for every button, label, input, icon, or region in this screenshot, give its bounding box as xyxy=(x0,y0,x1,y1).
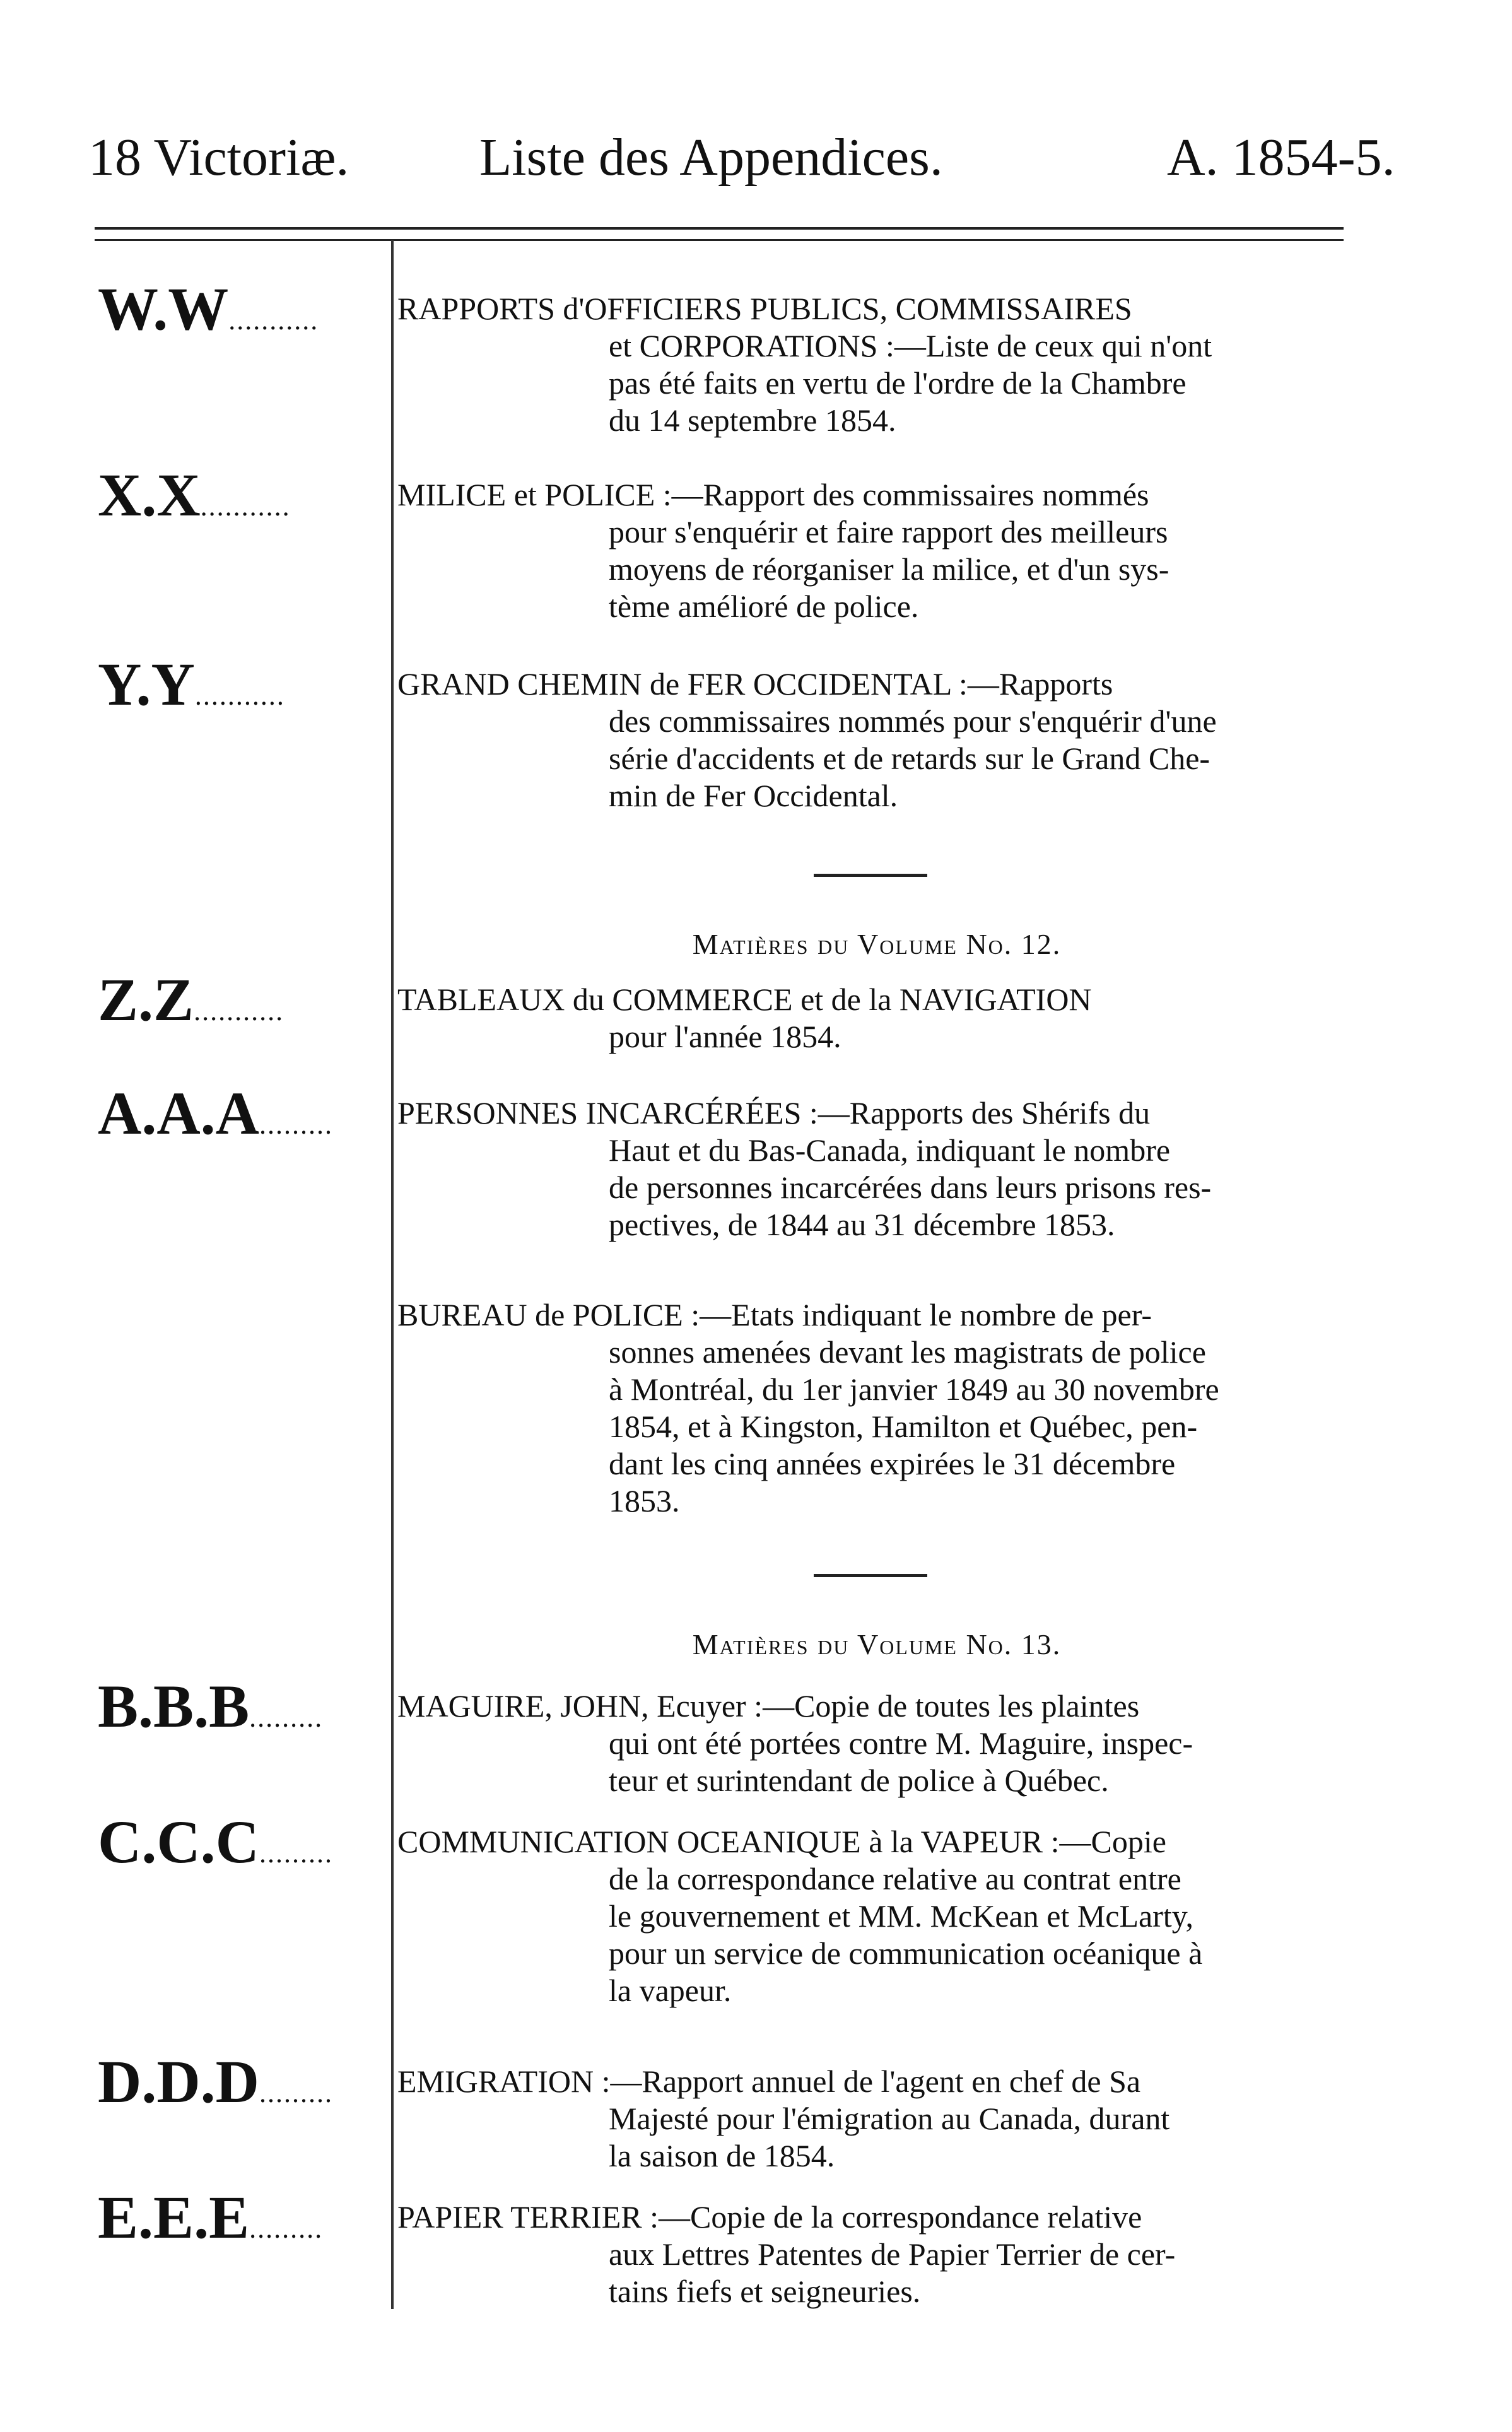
appendix-code: C.C.C......... xyxy=(98,1811,333,1876)
description-line: pour l'année 1854. xyxy=(609,1019,841,1054)
description-line: tème amélioré de police. xyxy=(609,589,919,624)
description-line: Haut et du Bas-Canada, indiquant le nombre xyxy=(609,1132,1171,1168)
description-line: TABLEAUX du COMMERCE et de la NAVIGATION xyxy=(397,982,1092,1017)
appendix-code: Z.Z........... xyxy=(98,968,284,1033)
appendix-description xyxy=(397,476,1356,625)
appendix-description xyxy=(397,981,1356,1055)
appendix-description xyxy=(397,290,1356,439)
description-line: PAPIER TERRIER :—Copie de la correspondance relative xyxy=(397,2199,1142,2235)
description-line: la vapeur. xyxy=(609,1973,732,2008)
description-line: le gouvernement et MM. McKean et McLarty, xyxy=(609,1898,1194,1934)
description-line: min de Fer Occidental. xyxy=(609,778,898,813)
description-line: pour s'enquérir et faire rapport des meilleurs xyxy=(609,514,1168,549)
appendix-code: A.A.A......... xyxy=(98,1082,333,1147)
section-separator xyxy=(814,874,927,877)
description-line: 1854, et à Kingston, Hamilton et Québec, pen- xyxy=(609,1409,1198,1444)
description-line: PERSONNES INCARCÉRÉES :—Rapports des Shérifs du xyxy=(397,1095,1151,1131)
description-line: teur et surintendant de police à Québec. xyxy=(609,1763,1109,1798)
description-line: COMMUNICATION OCEANIQUE à la VAPEUR :—Copie xyxy=(397,1824,1166,1859)
description-line: la saison de 1854. xyxy=(609,2138,835,2173)
description-line: qui ont été portées contre M. Maguire, inspec- xyxy=(609,1725,1193,1761)
appendix-code: D.D.D......... xyxy=(98,2050,333,2115)
appendix-description xyxy=(397,2063,1356,2175)
header-regnal-year: 18 Victoriæ. xyxy=(88,128,349,187)
appendix-code: Y.Y........... xyxy=(98,653,285,718)
header-title: Liste des Appendices. xyxy=(479,128,943,187)
description-line: aux Lettres Patentes de Papier Terrier de cer- xyxy=(609,2236,1176,2272)
description-line: série d'accidents et de retards sur le Grand Che- xyxy=(609,741,1210,776)
page-header xyxy=(88,120,1395,196)
appendix-description xyxy=(397,1296,1356,1520)
column-divider xyxy=(391,240,394,2309)
description-line: Majesté pour l'émigration au Canada, durant xyxy=(609,2101,1170,2136)
description-line: à Montréal, du 1er janvier 1849 au 30 novembre xyxy=(609,1372,1219,1407)
section-separator xyxy=(814,1574,927,1577)
section-heading-vol13: Matières du Volume No. 13. xyxy=(692,1628,1062,1660)
appendix-description xyxy=(397,1823,1356,2009)
description-line: EMIGRATION :—Rapport annuel de l'agent en chef de Sa xyxy=(397,2064,1141,2099)
section-heading-vol12: Matières du Volume No. 12. xyxy=(692,928,1062,960)
appendix-description xyxy=(397,1095,1356,1243)
description-line: BUREAU de POLICE :—Etats indiquant le nombre de per- xyxy=(397,1297,1152,1332)
appendix-code: E.E.E......... xyxy=(98,2186,324,2251)
description-line: MILICE et POLICE :—Rapport des commissaires nommés xyxy=(397,477,1149,512)
description-line: MAGUIRE, JOHN, Ecuyer :—Copie de toutes les plaintes xyxy=(397,1688,1140,1724)
description-line: moyens de réorganiser la milice, et d'un sys- xyxy=(609,551,1169,587)
appendix-description xyxy=(397,666,1356,814)
appendix-code: B.B.B......... xyxy=(98,1675,324,1740)
description-line: du 14 septembre 1854. xyxy=(609,402,896,438)
description-line: 1853. xyxy=(609,1483,680,1519)
appendix-description xyxy=(397,2199,1356,2310)
description-line: de personnes incarcérées dans leurs prisons res- xyxy=(609,1170,1212,1205)
appendix-code: W.W........... xyxy=(98,278,319,343)
header-double-rule xyxy=(95,227,1344,241)
description-line: pour un service de communication océanique à xyxy=(609,1936,1203,1971)
description-line: des commissaires nommés pour s'enquérir d'une xyxy=(609,703,1217,739)
description-line: pas été faits en vertu de l'ordre de la Chambre xyxy=(609,365,1187,401)
description-line: GRAND CHEMIN de FER OCCIDENTAL :—Rapports xyxy=(397,666,1113,702)
appendix-description xyxy=(397,1688,1356,1799)
description-line: sonnes amenées devant les magistrats de police xyxy=(609,1334,1206,1370)
description-line: tains fiefs et seigneuries. xyxy=(609,2274,921,2309)
header-session: A. 1854-5. xyxy=(1167,128,1395,187)
description-line: pectives, de 1844 au 31 décembre 1853. xyxy=(609,1207,1115,1242)
description-line: dant les cinq années expirées le 31 décembre xyxy=(609,1446,1176,1481)
description-line: et CORPORATIONS :—Liste de ceux qui n'ont xyxy=(609,328,1212,363)
description-line: RAPPORTS d'OFFICIERS PUBLICS, COMMISSAIRES xyxy=(397,291,1132,326)
description-line: de la correspondance relative au contrat entre xyxy=(609,1861,1181,1896)
appendix-code: X.X........... xyxy=(98,464,291,529)
